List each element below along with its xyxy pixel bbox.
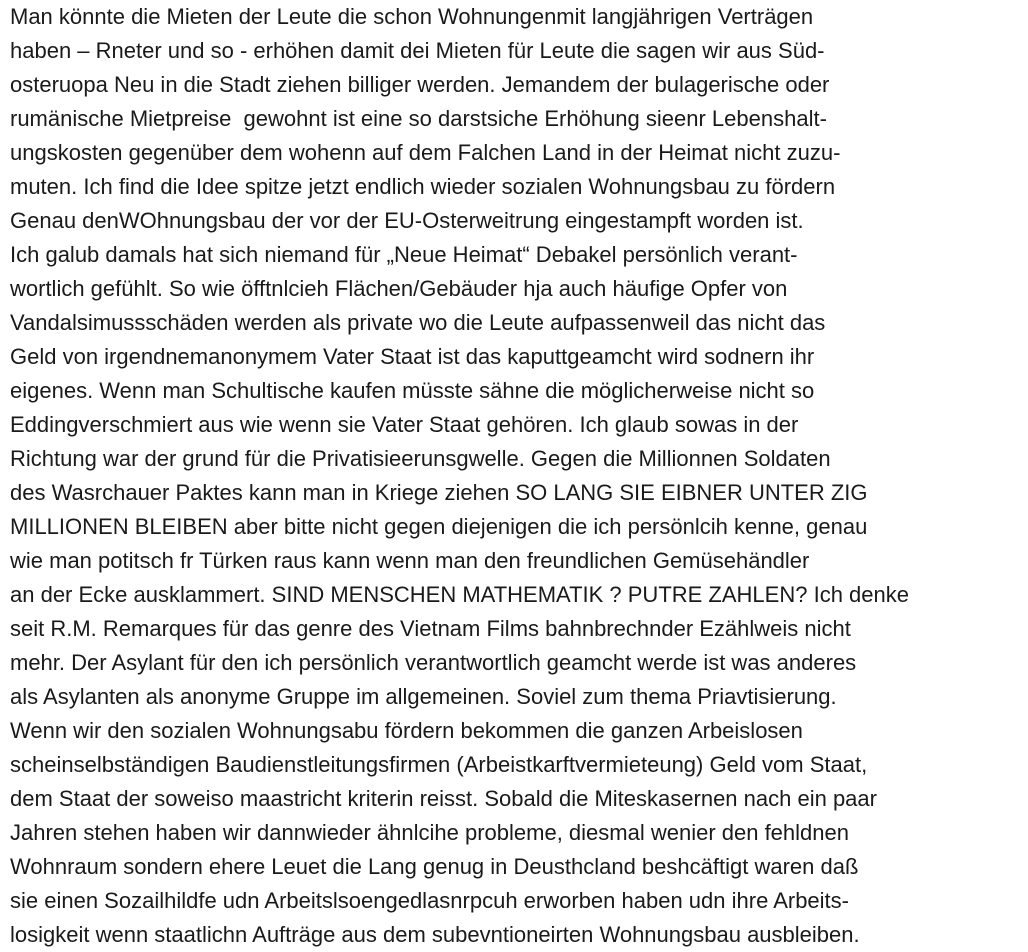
document-body [10,0,1028,952]
text-line-20: mehr. Der Asylant für den ich persönlich verantwortlich geamcht werde ist was anderes [10,650,857,675]
text-line-5: ungskosten gegenüber dem wohenn auf dem Falchen Land in der Heimat nicht zuzu- [10,140,841,165]
text-line-9: wortlich gefühlt. So wie öfftnlcieh Flächen/Gebäuder hja auch häufige Opfer von [10,276,788,301]
text-line-13: Eddingverschmiert aus wie wenn sie Vater Staat gehören. Ich glaub sowas in der [10,412,799,437]
text-line-25: Jahren stehen haben wir dannwieder ähnlcihe probleme, diesmal wenier den fehldnen [10,820,849,845]
text-line-11: Geld von irgendnemanonymem Vater Staat ist das kaputtgeamcht wird sodnern ihr [10,344,815,369]
text-line-14: Richtung war der grund für die Privatisieerunsgwelle. Gegen die Millionnen Soldaten [10,446,831,471]
text-line-1: Man könnte die Mieten der Leute die schon Wohnungenmit langjährigen Verträgen [10,4,814,29]
text-line-24: dem Staat der soweiso maastricht kriterin reisst. Sobald die Miteskasernen nach ein paar [10,786,877,811]
text-line-6: muten. Ich find die Idee spitze jetzt endlich wieder sozialen Wohnungsbau zu fördern [10,174,836,199]
text-line-16: MILLIONEN BLEIBEN aber bitte nicht gegen diejenigen die ich persönlcih kenne, genau [10,514,868,539]
text-line-7: Genau denWOhnungsbau der vor der EU-Osterweitrung eingestampft worden ist. [10,208,804,233]
text-line-15: des Wasrchauer Paktes kann man in Kriege ziehen SO LANG SIE EIBNER UNTER ZIG [10,480,868,505]
text-line-3: osteruopa Neu in die Stadt ziehen billiger werden. Jemandem der bulagerische oder [10,72,830,97]
text-line-8: Ich galub damals hat sich niemand für „Neue Heimat“ Debakel persönlich verant- [10,242,798,267]
text-line-26: Wohnraum sondern ehere Leuet die Lang genug in Deusthcland beshcäftigt waren daß [10,854,859,879]
text-line-22: Wenn wir den sozialen Wohnungsabu fördern bekommen die ganzen Arbeislosen [10,718,803,743]
text-line-2: haben – Rneter und so - erhöhen damit dei Mieten für Leute die sagen wir aus Süd- [10,38,825,63]
text-line-18: an der Ecke ausklammert. SIND MENSCHEN MATHEMATIK ? PUTRE ZAHLEN? Ich denke [10,582,909,607]
text-line-28: losigkeit wenn staatlichn Aufträge aus dem subevntioneirten Wohnungsbau ausbleiben. [10,922,860,947]
text-line-10: Vandalsimussschäden werden als private wo die Leute aufpassenweil das nicht das [10,310,826,335]
text-line-19: seit R.M. Remarques für das genre des Vietnam Films bahnbrechnder Ezählweis nicht [10,616,851,641]
text-line-17: wie man potitsch fr Türken raus kann wenn man den freundlichen Gemüsehändler [10,548,810,573]
text-line-23: scheinselbständigen Baudienstleitungsfirmen (Arbeistkarftvermieteung) Geld vom Staat, [10,752,868,777]
text-line-12: eigenes. Wenn man Schultische kaufen müsste sähne die möglicherweise nicht so [10,378,815,403]
text-line-27: sie einen Sozailhildfe udn Arbeitslsoengedlasnrpcuh erworben haben udn ihre Arbeits- [10,888,849,913]
text-line-4: rumänische Mietpreise gewohnt ist eine so darstsiche Erhöhung sieenr Lebenshalt- [10,106,827,131]
text-line-21: als Asylanten als anonyme Gruppe im allgemeinen. Soviel zum thema Priavtisierung. [10,684,837,709]
